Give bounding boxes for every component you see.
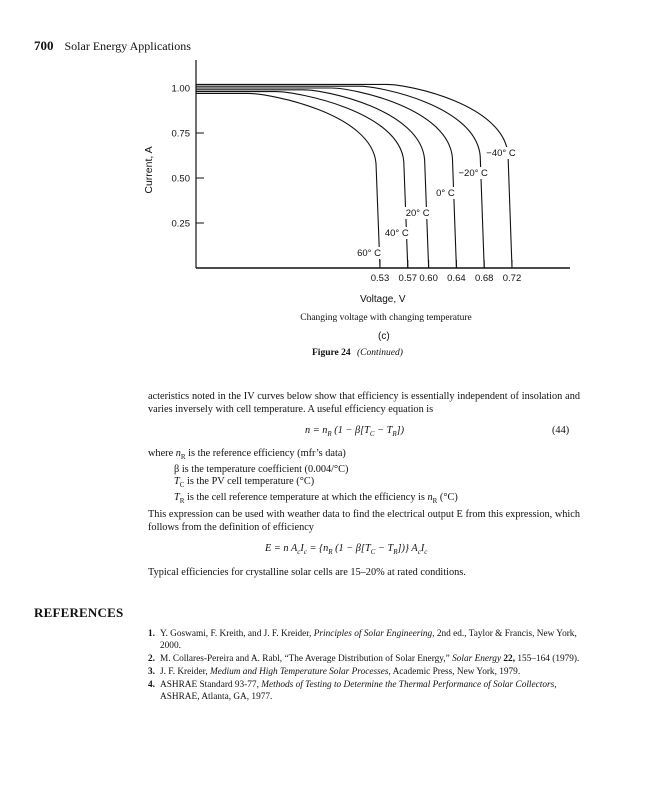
definitions-block xyxy=(148,448,458,507)
x-tick-label: 0.68 xyxy=(474,273,494,284)
iv-curve-chart xyxy=(0,0,647,300)
definition-beta: β is the temperature coefficient (0.004/°C) xyxy=(174,463,349,475)
iv-curve-line xyxy=(196,93,380,268)
iv-curve-line xyxy=(196,88,456,268)
x-tick-label: 0.53 xyxy=(370,273,390,284)
x-tick-label: 0.64 xyxy=(447,273,466,284)
reference-item: 2. M. Collares-Pereira and A. Rabl, “The Average Distribution of Solar Energy,” Solar Energy 22, 155–164 (1979). xyxy=(148,654,580,664)
chart-title: Changing voltage with changing temperature xyxy=(300,313,472,323)
series-label: −40° C xyxy=(486,148,516,159)
series-label: 40° C xyxy=(384,228,409,239)
reference-item: 3. J. F. Kreider, Medium and High Temperature Solar Processes, Academic Press, New York, 1979. xyxy=(148,667,521,677)
series-label: 0° C xyxy=(436,188,455,199)
figure-caption-label: Figure 24 xyxy=(312,348,351,358)
iv-curve-line xyxy=(196,92,408,268)
paragraph-3: Typical efficiencies for crystalline solar cells are 15–20% at rated conditions. xyxy=(148,567,466,578)
references-list xyxy=(148,628,580,704)
paragraph-2: This expression can be used with weather data to find the electrical output E from this expression, which follows from the definition of efficiency xyxy=(148,509,580,533)
series-label: 60° C xyxy=(357,248,381,259)
series-label: −20° C xyxy=(458,168,488,179)
running-title: Solar Energy Applications xyxy=(64,39,191,53)
iv-curve-line xyxy=(196,90,429,268)
chart-xlabel: Voltage, V xyxy=(360,294,406,305)
references-title: REFERENCES xyxy=(34,605,124,620)
figure-caption xyxy=(312,348,403,358)
definition-nr: where $n_R$ is the reference efficiency (mfr’s data) xyxy=(148,448,346,462)
y-tick-label: 0.25 xyxy=(171,218,190,230)
x-tick-label: 0.57 xyxy=(398,273,418,284)
paragraph-1: acteristics noted in the IV curves below show that efficiency is essentially independent of insolation and varies inversely with cell temperature. A useful efficiency equation is xyxy=(148,391,580,415)
reference-item: 1. Y. Goswami, F. Kreith, and J. F. Kreider, Principles of Solar Engineering, 2nd ed., Taylor & Francis, New York, 2000. xyxy=(148,629,577,651)
y-axis-label: Current, A xyxy=(143,146,155,194)
page-number: 700 xyxy=(34,38,54,53)
figure-caption-note: (Continued) xyxy=(357,348,403,358)
definition-tc: $T_C$ is the PV cell temperature (°C) xyxy=(174,476,315,490)
reference-item: 4. ASHRAE Standard 93-77, Methods of Testing to Determine the Thermal Performance of Solar Collectors, ASHRAE, Atlanta, GA, 1977. xyxy=(148,680,557,702)
series-label: 20° C xyxy=(405,208,430,219)
equation-44: $n = n_R$ $(1 - \beta[T_C - T_R])$ xyxy=(305,425,405,439)
y-tick-label: 0.50 xyxy=(171,173,190,185)
x-tick-label: 0.60 xyxy=(419,273,438,284)
chart-labels xyxy=(143,84,521,285)
y-tick-label: 0.75 xyxy=(171,128,190,140)
equation-output: E = n $A_cI_c = \{n_R$ $(1 - \beta[T_C - T_R])$} $A_cI_c$ xyxy=(265,543,428,557)
y-tick-label: 1.00 xyxy=(171,83,190,95)
iv-curve-line xyxy=(196,86,484,268)
x-tick-label: 0.72 xyxy=(502,273,522,284)
figure-panel-label: (c) xyxy=(378,331,390,342)
definition-tr: $T_R$ is the cell reference temperature at which the efficiency is $n_R$ (°C) xyxy=(174,491,458,505)
equation-44-number: (44) xyxy=(552,425,570,436)
